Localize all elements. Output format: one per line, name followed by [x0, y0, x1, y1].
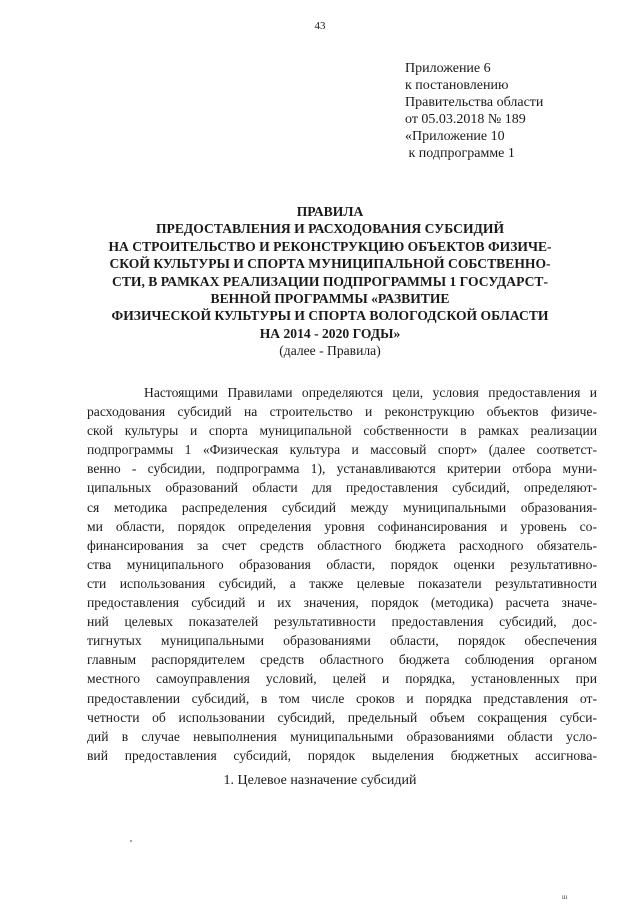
appendix-line: Правительства области	[405, 95, 544, 110]
title-line: ВЕННОЙ ПРОГРАММЫ «РАЗВИТИЕ	[210, 291, 450, 307]
appendix-line: Приложение 6	[405, 61, 491, 76]
title-line: ПРАВИЛА	[296, 204, 364, 219]
paragraph-line: главным распорядителем средств областного бюджета соблюдения органом	[87, 652, 597, 668]
appendix-reference	[405, 60, 625, 162]
paragraph-line: ний целевых показателей результативности предоставления субсидий, дос-	[87, 614, 597, 630]
paragraph-line: ся методика распределения субсидий между муниципальными образования-	[87, 499, 597, 515]
title-line: НА 2014 - 2020 ГОДЫ»	[259, 325, 401, 341]
scan-speck	[130, 840, 132, 842]
paragraph-line: местного самоуправления условий, целей и порядка, установленных при	[87, 671, 597, 687]
paragraph-line: ства муниципального образования области, порядок оценки результативно-	[87, 556, 597, 572]
appendix-line: от 05.03.2018 № 189	[405, 112, 526, 127]
title-line: СТИ, В РАМКАХ РЕАЛИЗАЦИИ ПОДПРОГРАММЫ 1 ГОСУДАРСТ-	[112, 273, 548, 289]
appendix-line: к подпрограмме 1	[405, 146, 515, 161]
title-subtitle: (далее - Правила)	[279, 343, 381, 359]
paragraph-line: дий в случае невыполнения муниципальными образованиями области усло-	[87, 728, 597, 744]
paragraph-line: венно - субсидии, подпрограмма 1), устанавливаются критерии отбора муни-	[87, 461, 597, 477]
title-line: ПРЕДОСТАВЛЕНИЯ И РАСХОДОВАНИЯ СУБСИДИЙ	[155, 221, 505, 237]
document-title	[60, 203, 600, 360]
paragraph-line: расходования субсидий на строительство и реконструкцию объектов физиче-	[87, 404, 597, 420]
paragraph-line: Настоящими Правилами определяются цели, условия предоставления и	[144, 385, 597, 400]
paragraph-line: подпрограммы 1 «Физическая культура и массовый спорт» (далее соответст-	[87, 442, 597, 458]
title-line: ФИЗИЧЕСКОЙ КУЛЬТУРЫ И СПОРТА ВОЛОГОДСКОЙ ОБЛАСТИ	[111, 308, 549, 324]
paragraph-line: сти использования субсидий, а также целевые показатели результативности	[87, 575, 597, 591]
title-line: НА СТРОИТЕЛЬСТВО И РЕКОНСТРУКЦИЮ ОБЪЕКТОВ ФИЗИЧЕ-	[108, 238, 552, 254]
paragraph-line: четности об использовании субсидий, предельный объем сокращения субси-	[87, 709, 597, 725]
paragraph-line: финансирования за счет средств областного бюджета расходного обязатель-	[87, 537, 597, 553]
intro-paragraph	[87, 383, 597, 765]
paragraph-line: ской культуры и спорта муниципальной собственности в рамках реализации	[87, 423, 597, 439]
paragraph-line: тигнутых муниципальными образованиями области, порядок обеспечения	[87, 633, 597, 649]
corner-mark: ш	[562, 893, 568, 901]
paragraph-line: предоставлении субсидий, в том числе сроков и порядка представления от-	[87, 690, 597, 706]
paragraph-line: ми области, порядок определения уровня софинансирования и уровень со-	[87, 518, 597, 534]
page-number: 43	[314, 20, 326, 32]
paragraph-line: вий предоставления субсидий, порядок выделения бюджетных ассигнова-	[87, 747, 597, 763]
appendix-line: «Приложение 10	[405, 129, 505, 144]
paragraph-line: ципальных образований области для предоставления субсидий, определяют-	[87, 480, 597, 496]
paragraph-line: предоставления субсидий и их значения, порядок (методика) расчета значе-	[87, 595, 597, 611]
section-heading: 1. Целевое назначение субсидий	[223, 773, 417, 788]
appendix-line: к постановлению	[405, 78, 509, 93]
title-line: СКОЙ КУЛЬТУРЫ И СПОРТА МУНИЦИПАЛЬНОЙ СОБСТВЕННО-	[109, 256, 551, 272]
